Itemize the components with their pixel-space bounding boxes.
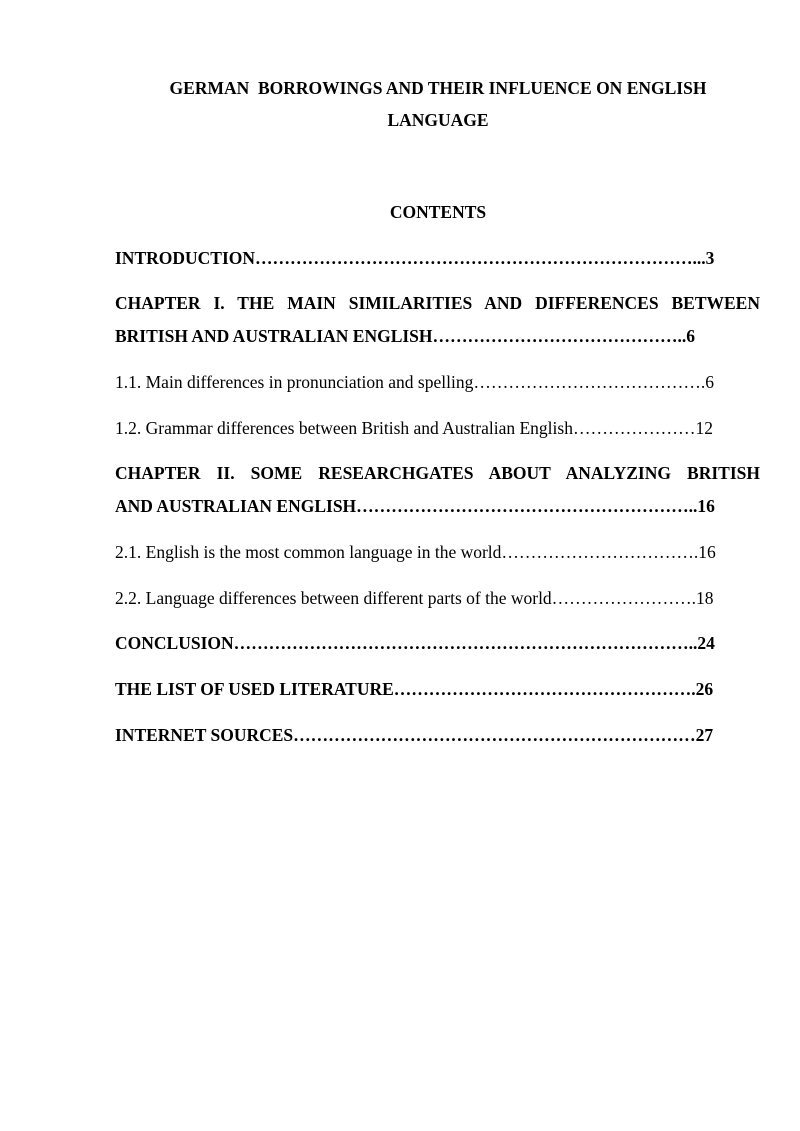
toc-entry-internet-sources: INTERNET SOURCES……………………………………………………………27	[115, 725, 714, 745]
toc-entry-chapter-1-line-1: CHAPTER I. THE MAIN SIMILARITIES AND DIFFERENCES BETWEEN	[115, 293, 760, 313]
toc-entry-conclusion: CONCLUSION……………………………………………………………………..24	[115, 633, 715, 653]
toc-entry-section-2-2: 2.2. Language differences between different parts of the world…………………….18	[115, 588, 714, 608]
toc-entry-section-2-1: 2.1. English is the most common language in the world…………………………….16	[115, 542, 716, 562]
toc-entry-section-1-1: 1.1. Main differences in pronunciation and spelling………………………………….6	[115, 372, 714, 392]
contents-heading: CONTENTS	[389, 202, 487, 222]
toc-entry-chapter-2-line-1: CHAPTER II. SOME RESEARCHGATES ABOUT ANALYZING BRITISH	[115, 463, 760, 483]
toc-entry-chapter-1-line-2: BRITISH AND AUSTRALIAN ENGLISH……………………………………..6	[115, 326, 696, 346]
toc-entry-introduction: INTRODUCTION…………………………………………………………………...3	[115, 248, 715, 268]
document-title-line-1: GERMAN BORROWINGS AND THEIR INFLUENCE ON ENGLISH	[169, 78, 707, 98]
toc-entry-literature: THE LIST OF USED LITERATURE…………………………………………….26	[115, 679, 714, 699]
toc-entry-section-1-2: 1.2. Grammar differences between British and Australian English…………………12	[115, 418, 713, 438]
document-title-line-2: LANGUAGE	[387, 110, 489, 130]
toc-entry-chapter-2-line-2: AND AUSTRALIAN ENGLISH…………………………………………………..16	[115, 496, 715, 516]
